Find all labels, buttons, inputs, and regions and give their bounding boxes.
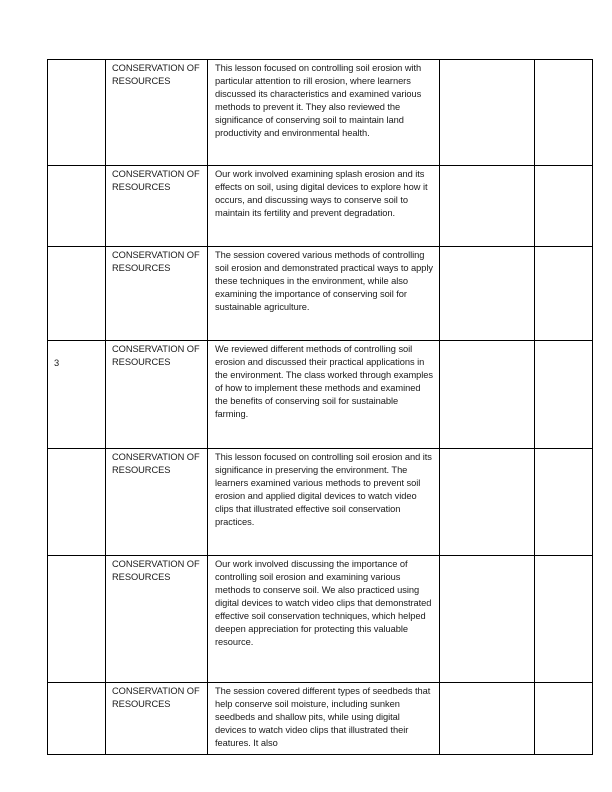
lesson-record-table [47, 59, 593, 755]
description-cell: This lesson focused on controlling soil erosion and its significance in preserving the environment. The learners examined various methods to prevent soil erosion and applied digital devices to watch video clips that illustrated effective soil conservation practices. [208, 449, 440, 556]
table-row [48, 556, 593, 683]
table-row [48, 247, 593, 341]
remarks-cell [440, 166, 535, 247]
strand-cell: CONSERVATION OF RESOURCES [106, 341, 208, 449]
signature-cell [535, 556, 593, 683]
week-cell: 3 [48, 341, 106, 449]
remarks-cell [440, 556, 535, 683]
signature-cell [535, 449, 593, 556]
week-cell [48, 247, 106, 341]
description-cell: Our work involved discussing the importance of controlling soil erosion and examining various methods to conserve soil. We also practiced using digital devices to watch video clips that demonstrated effective soil conservation techniques, which helped deepen appreciation for protecting this valuable resource. [208, 556, 440, 683]
remarks-cell [440, 60, 535, 166]
signature-cell [535, 166, 593, 247]
remarks-cell [440, 341, 535, 449]
table-row [48, 341, 593, 449]
signature-cell [535, 60, 593, 166]
description-cell: The session covered different types of seedbeds that help conserve soil moisture, including sunken seedbeds and shallow pits, while using digital devices to watch video clips that illustrated their features. It also [208, 683, 440, 755]
remarks-cell [440, 247, 535, 341]
signature-cell [535, 683, 593, 755]
table-row [48, 60, 593, 166]
week-cell [48, 556, 106, 683]
signature-cell [535, 247, 593, 341]
signature-cell [535, 341, 593, 449]
table-row [48, 166, 593, 247]
remarks-cell [440, 683, 535, 755]
strand-cell: CONSERVATION OF RESOURCES [106, 60, 208, 166]
strand-cell: CONSERVATION OF RESOURCES [106, 166, 208, 247]
week-cell [48, 60, 106, 166]
strand-cell: CONSERVATION OF RESOURCES [106, 556, 208, 683]
table-row [48, 449, 593, 556]
week-cell [48, 449, 106, 556]
week-cell [48, 683, 106, 755]
week-cell [48, 166, 106, 247]
description-cell: The session covered various methods of controlling soil erosion and demonstrated practical ways to apply these techniques in the environment, while also examining the importance of conserving soil for sustainable agriculture. [208, 247, 440, 341]
description-cell: Our work involved examining splash erosion and its effects on soil, using digital devices to explore how it occurs, and discussing ways to conserve soil to maintain its fertility and prevent degradation. [208, 166, 440, 247]
strand-cell: CONSERVATION OF RESOURCES [106, 247, 208, 341]
strand-cell: CONSERVATION OF RESOURCES [106, 683, 208, 755]
description-cell: We reviewed different methods of controlling soil erosion and discussed their practical applications in the environment. The class worked through examples of how to implement these methods and examined the benefits of conserving soil for sustainable farming. [208, 341, 440, 449]
remarks-cell [440, 449, 535, 556]
description-cell: This lesson focused on controlling soil erosion with particular attention to rill erosion, where learners discussed its characteristics and examined various methods to prevent it. They also reviewed the significance of conserving soil to maintain land productivity and environmental health. [208, 60, 440, 166]
table-row [48, 683, 593, 755]
strand-cell: CONSERVATION OF RESOURCES [106, 449, 208, 556]
